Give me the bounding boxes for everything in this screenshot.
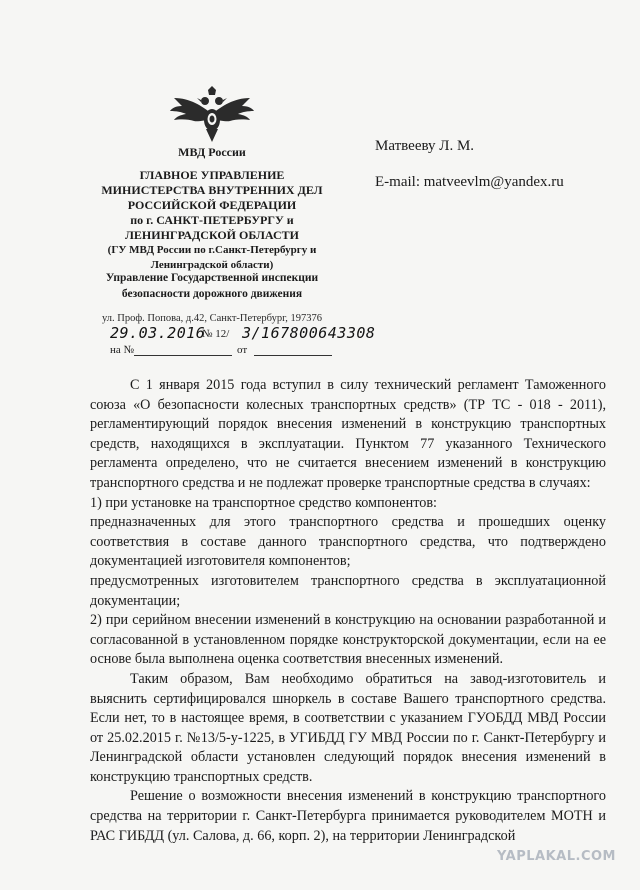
body-paragraph: 2) при серийном внесении изменений в конструкцию на основании разработанной и согласованной в установленном порядке конструкторской документации, если на ее основе была выполнена оценка соответствия внесенных изменений. xyxy=(90,612,606,668)
handwritten-date: 29.03.2016 xyxy=(110,324,206,342)
org-line: Ленинградской области) xyxy=(150,259,274,271)
org-line: (ГУ МВД России по г.Санкт-Петербургу и xyxy=(107,244,317,256)
recipient-block xyxy=(375,138,564,190)
handwritten-number: 3/167800643308 xyxy=(242,324,376,342)
sender-address: ул. Проф. Попова, д.42, Санкт-Петербург, 197376 xyxy=(102,313,322,324)
number-label: № 12/ xyxy=(202,328,230,340)
body-paragraph: предназначенных для этого транспортного средства и прошедших оценку соответствия в составе данного транспортного средства, что подтверждено документацией изготовителя компонентов; xyxy=(90,514,606,570)
org-line: МИНИСТЕРСТВА ВНУТРЕННИХ ДЕЛ xyxy=(101,183,323,197)
body-paragraph: предусмотренных изготовителем транспортного средства в эксплуатационной документации; xyxy=(90,572,606,609)
body-paragraph: С 1 января 2015 года вступил в силу технический регламент Таможенного союза «О безопасности колесных транспортных средств» (ТР ТС - 018 - 2011), регламентирующий порядок внесения изменений в конструкцию транспортных средств, находящихся в эксплуатации. Пунктом 77 указанного Технического регламента определено, что не считается внесением изменений в конструкцию транспортного средства и не подлежат проверке транспортные средства в случаях: xyxy=(90,377,606,491)
organization-title xyxy=(92,168,332,273)
letter-body xyxy=(90,376,606,846)
body-paragraph: Решение о возможности внесения изменений в конструкцию транспортного средства на территории г. Санкт-Петербурга принимается руководителем МОТН и РАС ГИБДД (ул. Салова, д. 66, корп. 2), на территории Ленинградской xyxy=(90,788,606,844)
ref-blank xyxy=(134,355,232,356)
registration-line xyxy=(110,324,376,344)
from-blank xyxy=(254,355,332,356)
org-line: по г. САНКТ-ПЕТЕРБУРГУ и xyxy=(130,213,294,227)
reference-line xyxy=(110,344,340,358)
recipient-name: Матвееву Л. М. xyxy=(375,138,475,154)
site-watermark: YAPLAKAL.COM xyxy=(497,849,616,864)
dept-line: безопасности дорожного движения xyxy=(121,288,303,300)
org-line: РОССИЙСКОЙ ФЕДЕРАЦИИ xyxy=(127,198,297,212)
org-line: ЛЕНИНГРАДСКОЙ ОБЛАСТИ xyxy=(124,228,300,242)
department-title xyxy=(92,270,332,302)
ministry-short-name: МВД России xyxy=(178,145,246,159)
ref-label: на № xyxy=(110,344,135,356)
recipient-email: E-mail: matveevlm@yandex.ru xyxy=(375,174,564,190)
dept-line: Управление Государственной инспекции xyxy=(105,272,319,284)
from-label: от xyxy=(237,344,248,356)
double-headed-eagle-icon xyxy=(168,84,256,146)
body-paragraph: 1) при установке на транспортное средство компонентов: xyxy=(90,494,437,511)
body-paragraph: Таким образом, Вам необходимо обратиться на завод-изготовитель и выяснить сертифицировался шноркель в составе Вашего транспортного средства. Если нет, то в настоящее время, в соответствии с указанием ГУОБДД МВД России от 25.02.2015 г. №13/5-у-1225, в УГИБДД ГУ МВД России по г. Санкт-Петербургу и Ленинградской области установлен следующий порядок внесения изменений в конструкцию транспортных средств. xyxy=(90,670,606,785)
org-line: ГЛАВНОЕ УПРАВЛЕНИЕ xyxy=(139,168,285,182)
